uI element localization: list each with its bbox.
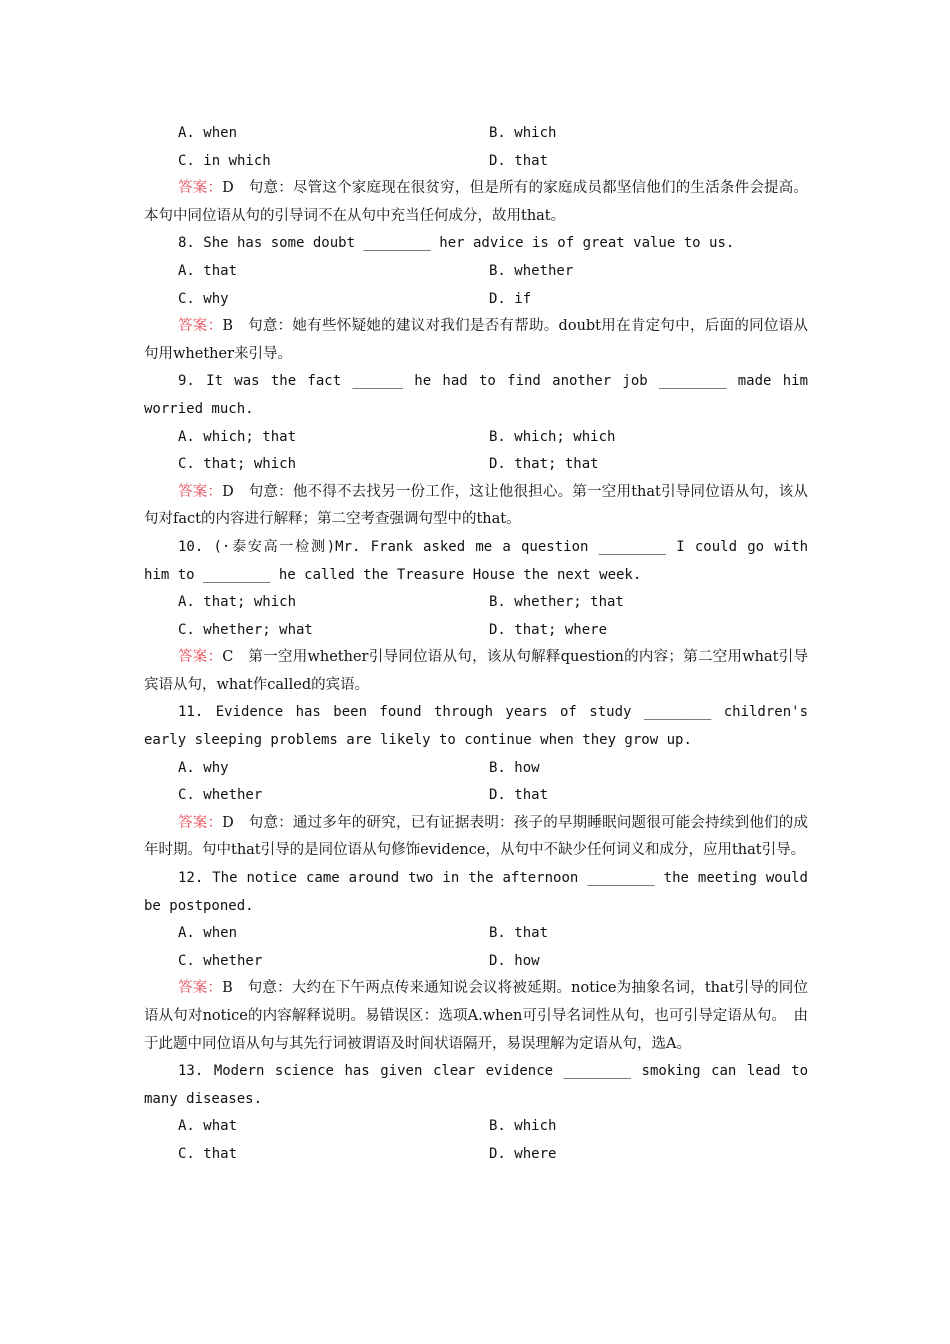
q10-option-c: C. whether; what xyxy=(178,621,313,638)
q7-option-b: B. which xyxy=(489,125,557,141)
q11-options-row-1 xyxy=(144,755,808,783)
q10-options-row-1 xyxy=(144,589,808,617)
q12-options-row-2 xyxy=(144,948,808,976)
q10-answer-text: C 第一空用whether引导同位语从句，该从句解释question的内容；第二空用what引导宾语从句，what作called的宾语。 xyxy=(144,649,808,693)
q11-stem: 11. Evidence has been found through years of study ________ children's early sleeping problems are likely to continue when they grow up. xyxy=(144,704,808,749)
q8-option-d: D. if xyxy=(489,290,532,307)
q7-option-d: D. that xyxy=(489,152,549,169)
q7-answer-text: D 句意：尽管这个家庭现在很贫穷，但是所有的家庭成员都坚信他们的生活条件会提高。本句中同位语从句的引导词不在从句中充当任何成分，故用that。 xyxy=(144,180,808,224)
q8-stem: 8. She has some doubt ________ her advice is of great value to us. xyxy=(178,235,735,252)
q13-option-b: B. which xyxy=(489,1118,557,1135)
q8-options-row-1 xyxy=(144,258,808,286)
q12-answer-text: B 句意：大约在下午两点传来通知说会议将被延期。notice为抽象名词，that引导的同位语从句对notice的内容解释说明。易错误区：选项A.when可引导名词性从句，也可引导定语从句。 由于此题中同位语从句与其先行词被谓语及时间状语隔开，易误理解为定语从句，选A。 xyxy=(144,980,808,1052)
q11-options-row-2 xyxy=(144,782,808,810)
q7-options-row-2 xyxy=(144,148,808,176)
q8-options-row-2 xyxy=(144,286,808,314)
q10-options-row-2 xyxy=(144,617,808,645)
q7-answer xyxy=(144,175,808,230)
q11-answer-text: D 句意：通过多年的研究，已有证据表明：孩子的早期睡眠问题很可能会持续到他们的成年时期。句中that引导的是同位语从句修饰evidence，从句中不缺少任何词义和成分，应用that引导。 xyxy=(144,814,808,859)
q12-option-a: A. when xyxy=(178,925,238,942)
q7-option-c: C. in which xyxy=(178,152,271,169)
q12-option-c: C. whether xyxy=(178,952,263,969)
q11-option-d: D. that xyxy=(489,787,549,804)
q12-stem: 12. The notice came around two in the afternoon ________ the meeting would be postponed. xyxy=(144,870,808,914)
q11-option-b: B. how xyxy=(489,759,540,776)
q13-options-row-2 xyxy=(144,1141,808,1169)
q9-option-d: D. that; that xyxy=(489,456,599,473)
q9-options-row-2 xyxy=(144,451,808,479)
q8-option-a: A. that xyxy=(178,262,238,279)
page-content xyxy=(144,120,808,1169)
q12-options-row-1 xyxy=(144,920,808,948)
q7-option-a: A. when xyxy=(178,125,238,141)
q9-option-a: A. which; that xyxy=(178,428,297,445)
q12-answer-label: 答案： xyxy=(178,980,223,997)
q10-answer-label: 答案： xyxy=(178,649,223,666)
q8-answer-text: B 句意：她有些怀疑她的建议对我们是否有帮助。doubt用在肯定句中，后面的同位语从句用whether来引导。 xyxy=(144,318,808,362)
q7-answer-label: 答案： xyxy=(178,180,223,197)
q8-option-c: C. why xyxy=(178,290,229,307)
q11-answer-label: 答案： xyxy=(178,814,223,831)
q10-option-b: B. whether; that xyxy=(489,594,624,611)
q8-option-b: B. whether xyxy=(489,262,574,279)
q10-answer xyxy=(144,644,808,699)
q13-option-a: A. what xyxy=(178,1118,238,1135)
q9-option-c: C. that; which xyxy=(178,456,297,473)
q11-option-c: C. whether xyxy=(178,787,263,804)
q8-answer xyxy=(144,313,808,368)
q10-option-a: A. that; which xyxy=(178,594,297,611)
q11-answer xyxy=(144,810,808,865)
q13-option-d: D. where xyxy=(489,1145,557,1162)
q9-stem: 9. It was the fact ______ he had to find another job ________ made him worried much. xyxy=(144,373,808,417)
q8-answer-label: 答案： xyxy=(178,318,223,335)
q7-options-row-1 xyxy=(144,120,808,148)
q11-option-a: A. why xyxy=(178,759,229,776)
q12-answer xyxy=(144,975,808,1058)
q9-options-row-1 xyxy=(144,424,808,452)
q13-option-c: C. that xyxy=(178,1145,238,1162)
q10-stem: 10. (·泰安高一检测)Mr. Frank asked me a question ________ I could go with him to ________ he called the Treasure House the next week. xyxy=(144,538,808,583)
q9-answer-text: D 句意：他不得不去找另一份工作，这让他很担心。第一空用that引导同位语从句，该从句对fact的内容进行解释；第二空考查强调句型中的that。 xyxy=(144,483,808,528)
q12-option-d: D. how xyxy=(489,952,540,969)
q9-answer-label: 答案： xyxy=(178,483,223,500)
q9-answer xyxy=(144,479,808,534)
q13-options-row-1 xyxy=(144,1113,808,1141)
q9-option-b: B. which; which xyxy=(489,428,616,445)
q12-option-b: B. that xyxy=(489,925,549,942)
q10-option-d: D. that; where xyxy=(489,621,608,638)
q13-stem: 13. Modern science has given clear evidence ________ smoking can lead to many diseases. xyxy=(144,1063,808,1107)
